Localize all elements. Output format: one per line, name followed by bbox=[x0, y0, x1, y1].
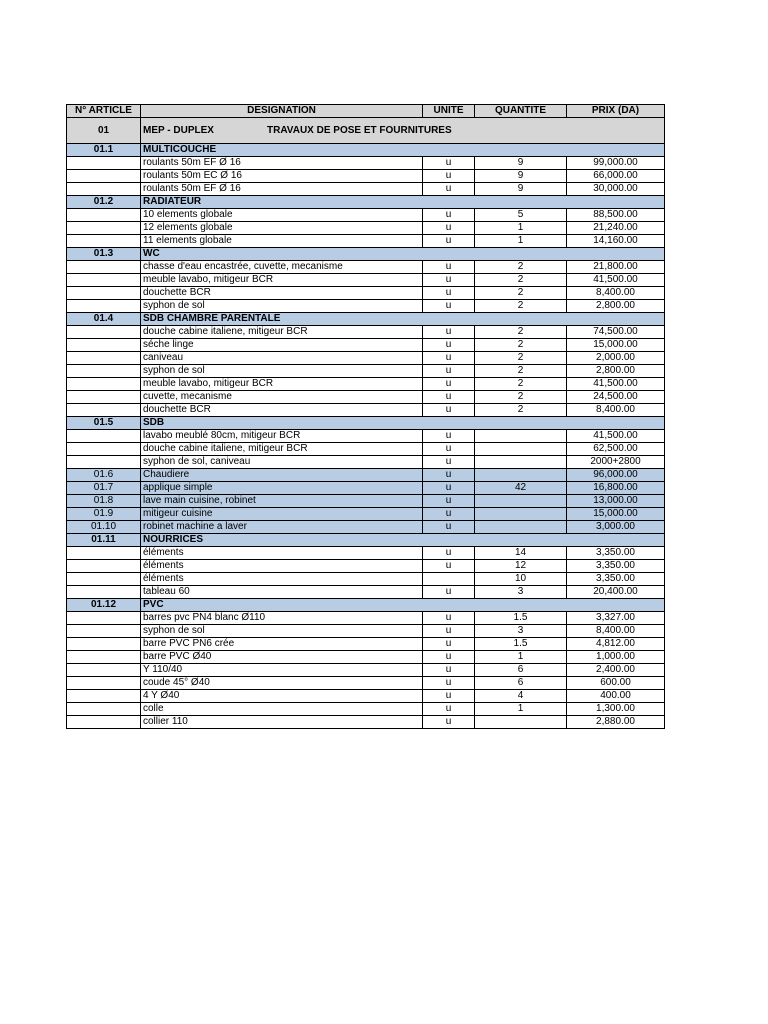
table-row bbox=[67, 456, 665, 469]
table-row bbox=[67, 482, 665, 495]
unite-cell: u bbox=[423, 638, 475, 651]
unite-cell: u bbox=[423, 586, 475, 599]
prix-cell: 41,500.00 bbox=[567, 378, 665, 391]
unite-cell: u bbox=[423, 183, 475, 196]
section-label: NOURRICES bbox=[141, 534, 665, 547]
unite-cell: u bbox=[423, 170, 475, 183]
quantite-cell: 2 bbox=[475, 326, 567, 339]
table-row bbox=[67, 391, 665, 404]
quantite-cell bbox=[475, 443, 567, 456]
designation-cell: lave main cuisine, robinet bbox=[141, 495, 423, 508]
quantite-cell: 3 bbox=[475, 625, 567, 638]
quantite-cell: 6 bbox=[475, 664, 567, 677]
unite-cell: u bbox=[423, 560, 475, 573]
table-row bbox=[67, 703, 665, 716]
article-cell bbox=[67, 300, 141, 313]
unite-cell: u bbox=[423, 690, 475, 703]
article-cell bbox=[67, 573, 141, 586]
prix-cell: 3,327.00 bbox=[567, 612, 665, 625]
table-row bbox=[67, 677, 665, 690]
quantite-cell: 2 bbox=[475, 391, 567, 404]
unite-cell: u bbox=[423, 365, 475, 378]
article-cell bbox=[67, 365, 141, 378]
table-row bbox=[67, 430, 665, 443]
table-row bbox=[67, 573, 665, 586]
table-row bbox=[67, 612, 665, 625]
designation-cell: douche cabine italiene, mitigeur BCR bbox=[141, 443, 423, 456]
quantite-cell: 9 bbox=[475, 157, 567, 170]
designation-cell: douche cabine italiene, mitigeur BCR bbox=[141, 326, 423, 339]
table-row bbox=[67, 300, 665, 313]
title-article: 01 bbox=[67, 118, 141, 144]
prix-cell: 99,000.00 bbox=[567, 157, 665, 170]
unite-cell: u bbox=[423, 274, 475, 287]
prix-cell: 2,880.00 bbox=[567, 716, 665, 729]
designation-cell: syphon de sol bbox=[141, 300, 423, 313]
table-row bbox=[67, 469, 665, 482]
designation-cell: caniveau bbox=[141, 352, 423, 365]
unite-cell: u bbox=[423, 300, 475, 313]
prix-cell: 15,000.00 bbox=[567, 508, 665, 521]
prix-cell: 21,800.00 bbox=[567, 261, 665, 274]
table-row bbox=[67, 365, 665, 378]
unite-cell: u bbox=[423, 326, 475, 339]
section-row bbox=[67, 144, 665, 157]
unite-cell: u bbox=[423, 391, 475, 404]
article-cell bbox=[67, 612, 141, 625]
section-label: SDB bbox=[141, 417, 665, 430]
table-row bbox=[67, 261, 665, 274]
prix-cell: 24,500.00 bbox=[567, 391, 665, 404]
designation-cell: roulants 50m EF Ø 16 bbox=[141, 183, 423, 196]
quantite-cell: 2 bbox=[475, 300, 567, 313]
article-cell bbox=[67, 378, 141, 391]
quantite-cell: 1.5 bbox=[475, 638, 567, 651]
table-row bbox=[67, 690, 665, 703]
article-cell bbox=[67, 222, 141, 235]
designation-cell: Chaudiere bbox=[141, 469, 423, 482]
unite-cell: u bbox=[423, 443, 475, 456]
prix-cell: 30,000.00 bbox=[567, 183, 665, 196]
table-row bbox=[67, 209, 665, 222]
article-cell: 01.8 bbox=[67, 495, 141, 508]
designation-cell: chasse d'eau encastrée, cuvette, mecanisme bbox=[141, 261, 423, 274]
unite-cell: u bbox=[423, 378, 475, 391]
section-article: 01.11 bbox=[67, 534, 141, 547]
prix-cell: 2000+2800 bbox=[567, 456, 665, 469]
unite-cell: u bbox=[423, 287, 475, 300]
unite-cell: u bbox=[423, 703, 475, 716]
table-row bbox=[67, 157, 665, 170]
article-cell bbox=[67, 235, 141, 248]
quantite-cell: 2 bbox=[475, 287, 567, 300]
quantite-cell bbox=[475, 430, 567, 443]
prix-cell: 8,400.00 bbox=[567, 625, 665, 638]
unite-cell: u bbox=[423, 157, 475, 170]
article-cell: 01.7 bbox=[67, 482, 141, 495]
article-cell bbox=[67, 443, 141, 456]
prix-cell: 96,000.00 bbox=[567, 469, 665, 482]
unite-cell: u bbox=[423, 482, 475, 495]
article-cell bbox=[67, 716, 141, 729]
prix-cell: 4,812.00 bbox=[567, 638, 665, 651]
table-row bbox=[67, 339, 665, 352]
designation-cell: roulants 50m EF Ø 16 bbox=[141, 157, 423, 170]
prix-cell: 62,500.00 bbox=[567, 443, 665, 456]
designation-cell: coude 45° Ø40 bbox=[141, 677, 423, 690]
designation-cell: mitigeur cuisine bbox=[141, 508, 423, 521]
prix-cell: 88,500.00 bbox=[567, 209, 665, 222]
designation-cell: meuble lavabo, mitigeur BCR bbox=[141, 378, 423, 391]
quantite-cell: 1 bbox=[475, 703, 567, 716]
section-row bbox=[67, 599, 665, 612]
prix-cell: 15,000.00 bbox=[567, 339, 665, 352]
designation-cell: syphon de sol bbox=[141, 625, 423, 638]
section-label: MULTICOUCHE bbox=[141, 144, 665, 157]
designation-cell: collier 110 bbox=[141, 716, 423, 729]
article-cell: 01.6 bbox=[67, 469, 141, 482]
unite-cell: u bbox=[423, 469, 475, 482]
article-cell bbox=[67, 690, 141, 703]
unite-cell bbox=[423, 573, 475, 586]
designation-cell: robinet machine a laver bbox=[141, 521, 423, 534]
quantite-cell bbox=[475, 521, 567, 534]
prix-cell: 600.00 bbox=[567, 677, 665, 690]
unite-cell: u bbox=[423, 612, 475, 625]
section-row bbox=[67, 313, 665, 326]
designation-cell: séche linge bbox=[141, 339, 423, 352]
section-article: 01.5 bbox=[67, 417, 141, 430]
section-label: WC bbox=[141, 248, 665, 261]
section-article: 01.4 bbox=[67, 313, 141, 326]
section-article: 01.3 bbox=[67, 248, 141, 261]
designation-cell: 11 elements globale bbox=[141, 235, 423, 248]
section-label: SDB CHAMBRE PARENTALE bbox=[141, 313, 665, 326]
quantite-cell: 9 bbox=[475, 183, 567, 196]
prix-cell: 400.00 bbox=[567, 690, 665, 703]
quantite-cell: 2 bbox=[475, 274, 567, 287]
section-row bbox=[67, 248, 665, 261]
table-row bbox=[67, 638, 665, 651]
prix-cell: 41,500.00 bbox=[567, 274, 665, 287]
col-header-designation: DESIGNATION bbox=[141, 105, 423, 118]
unite-cell: u bbox=[423, 495, 475, 508]
quantite-cell bbox=[475, 508, 567, 521]
prix-cell: 3,350.00 bbox=[567, 573, 665, 586]
table-row bbox=[67, 326, 665, 339]
quantite-cell: 2 bbox=[475, 352, 567, 365]
prix-cell: 21,240.00 bbox=[567, 222, 665, 235]
article-cell bbox=[67, 183, 141, 196]
designation-cell: éléments bbox=[141, 547, 423, 560]
quantite-cell bbox=[475, 716, 567, 729]
title-sub: TRAVAUX DE POSE ET FOURNITURES bbox=[267, 124, 452, 136]
table-row bbox=[67, 170, 665, 183]
quantite-cell: 5 bbox=[475, 209, 567, 222]
unite-cell: u bbox=[423, 352, 475, 365]
unite-cell: u bbox=[423, 677, 475, 690]
section-label: RADIATEUR bbox=[141, 196, 665, 209]
designation-cell: barre PVC Ø40 bbox=[141, 651, 423, 664]
designation-cell: roulants 50m EC Ø 16 bbox=[141, 170, 423, 183]
article-cell bbox=[67, 547, 141, 560]
table-row bbox=[67, 404, 665, 417]
unite-cell: u bbox=[423, 456, 475, 469]
prix-cell: 66,000.00 bbox=[567, 170, 665, 183]
unite-cell: u bbox=[423, 664, 475, 677]
table-row bbox=[67, 560, 665, 573]
section-label: PVC bbox=[141, 599, 665, 612]
quantite-cell: 4 bbox=[475, 690, 567, 703]
table-row bbox=[67, 547, 665, 560]
section-row bbox=[67, 196, 665, 209]
quantite-cell: 6 bbox=[475, 677, 567, 690]
quantite-cell: 2 bbox=[475, 404, 567, 417]
designation-cell: 12 elements globale bbox=[141, 222, 423, 235]
prix-cell: 8,400.00 bbox=[567, 404, 665, 417]
prix-cell: 20,400.00 bbox=[567, 586, 665, 599]
article-cell bbox=[67, 664, 141, 677]
unite-cell: u bbox=[423, 404, 475, 417]
table-row bbox=[67, 352, 665, 365]
article-cell bbox=[67, 261, 141, 274]
table-row bbox=[67, 716, 665, 729]
designation-cell: lavabo meublé 80cm, mitigeur BCR bbox=[141, 430, 423, 443]
col-header-unite: UNITE bbox=[423, 105, 475, 118]
designation-cell: barre PVC PN6 crée bbox=[141, 638, 423, 651]
article-cell: 01.9 bbox=[67, 508, 141, 521]
table-row bbox=[67, 183, 665, 196]
quantite-cell: 42 bbox=[475, 482, 567, 495]
quantite-cell: 1 bbox=[475, 222, 567, 235]
price-table bbox=[66, 104, 665, 729]
title-row bbox=[67, 118, 665, 144]
article-cell bbox=[67, 326, 141, 339]
unite-cell: u bbox=[423, 625, 475, 638]
article-cell bbox=[67, 430, 141, 443]
table-row bbox=[67, 235, 665, 248]
article-cell bbox=[67, 209, 141, 222]
unite-cell: u bbox=[423, 209, 475, 222]
article-cell bbox=[67, 287, 141, 300]
article-cell bbox=[67, 339, 141, 352]
quantite-cell: 3 bbox=[475, 586, 567, 599]
table-row bbox=[67, 521, 665, 534]
quantite-cell: 9 bbox=[475, 170, 567, 183]
section-article: 01.2 bbox=[67, 196, 141, 209]
quantite-cell: 14 bbox=[475, 547, 567, 560]
quantite-cell: 2 bbox=[475, 365, 567, 378]
table-row bbox=[67, 508, 665, 521]
quantite-cell bbox=[475, 495, 567, 508]
article-cell bbox=[67, 404, 141, 417]
col-header-quantite: QUANTITE bbox=[475, 105, 567, 118]
section-row bbox=[67, 534, 665, 547]
designation-cell: syphon de sol bbox=[141, 365, 423, 378]
table-row bbox=[67, 495, 665, 508]
table-row bbox=[67, 287, 665, 300]
article-cell bbox=[67, 391, 141, 404]
table-row bbox=[67, 378, 665, 391]
designation-cell: éléments bbox=[141, 560, 423, 573]
prix-cell: 2,400.00 bbox=[567, 664, 665, 677]
unite-cell: u bbox=[423, 547, 475, 560]
table-row bbox=[67, 625, 665, 638]
prix-cell: 2,800.00 bbox=[567, 365, 665, 378]
quantite-cell: 1.5 bbox=[475, 612, 567, 625]
unite-cell: u bbox=[423, 339, 475, 352]
quantite-cell: 10 bbox=[475, 573, 567, 586]
designation-cell: douchette BCR bbox=[141, 287, 423, 300]
title-cell bbox=[141, 118, 665, 144]
designation-cell: barres pvc PN4 blanc Ø110 bbox=[141, 612, 423, 625]
article-cell: 01.10 bbox=[67, 521, 141, 534]
table-row bbox=[67, 443, 665, 456]
unite-cell: u bbox=[423, 430, 475, 443]
article-cell bbox=[67, 352, 141, 365]
prix-cell: 3,350.00 bbox=[567, 547, 665, 560]
unite-cell: u bbox=[423, 716, 475, 729]
designation-cell: 4 Y Ø40 bbox=[141, 690, 423, 703]
prix-cell: 13,000.00 bbox=[567, 495, 665, 508]
prix-cell: 41,500.00 bbox=[567, 430, 665, 443]
unite-cell: u bbox=[423, 508, 475, 521]
designation-cell: tableau 60 bbox=[141, 586, 423, 599]
article-cell bbox=[67, 157, 141, 170]
quantite-cell: 2 bbox=[475, 378, 567, 391]
designation-cell: 10 elements globale bbox=[141, 209, 423, 222]
table-row bbox=[67, 586, 665, 599]
prix-cell: 3,000.00 bbox=[567, 521, 665, 534]
table-row bbox=[67, 651, 665, 664]
col-header-article: N° ARTICLE bbox=[67, 105, 141, 118]
quantite-cell bbox=[475, 456, 567, 469]
unite-cell: u bbox=[423, 651, 475, 664]
designation-cell: cuvette, mecanisme bbox=[141, 391, 423, 404]
title-main: MEP - DUPLEX bbox=[143, 124, 214, 136]
designation-cell: meuble lavabo, mitigeur BCR bbox=[141, 274, 423, 287]
prix-cell: 1,000.00 bbox=[567, 651, 665, 664]
section-row bbox=[67, 417, 665, 430]
prix-cell: 3,350.00 bbox=[567, 560, 665, 573]
quantite-cell: 12 bbox=[475, 560, 567, 573]
table-row bbox=[67, 274, 665, 287]
article-cell bbox=[67, 274, 141, 287]
unite-cell: u bbox=[423, 222, 475, 235]
article-cell bbox=[67, 677, 141, 690]
article-cell bbox=[67, 638, 141, 651]
quantite-cell bbox=[475, 469, 567, 482]
section-article: 01.1 bbox=[67, 144, 141, 157]
designation-cell: douchette BCR bbox=[141, 404, 423, 417]
prix-cell: 2,800.00 bbox=[567, 300, 665, 313]
article-cell bbox=[67, 456, 141, 469]
designation-cell: colle bbox=[141, 703, 423, 716]
table-body bbox=[67, 118, 665, 729]
designation-cell: éléments bbox=[141, 573, 423, 586]
unite-cell: u bbox=[423, 235, 475, 248]
col-header-prix: PRIX (DA) bbox=[567, 105, 665, 118]
article-cell bbox=[67, 625, 141, 638]
designation-cell: Y 110/40 bbox=[141, 664, 423, 677]
quantite-cell: 2 bbox=[475, 339, 567, 352]
unite-cell: u bbox=[423, 261, 475, 274]
quantite-cell: 1 bbox=[475, 651, 567, 664]
prix-cell: 8,400.00 bbox=[567, 287, 665, 300]
prix-cell: 16,800.00 bbox=[567, 482, 665, 495]
prix-cell: 74,500.00 bbox=[567, 326, 665, 339]
prix-cell: 2,000.00 bbox=[567, 352, 665, 365]
designation-cell: applique simple bbox=[141, 482, 423, 495]
prix-cell: 14,160.00 bbox=[567, 235, 665, 248]
quantite-cell: 2 bbox=[475, 261, 567, 274]
designation-cell: syphon de sol, caniveau bbox=[141, 456, 423, 469]
table-header bbox=[67, 105, 665, 118]
article-cell bbox=[67, 586, 141, 599]
article-cell bbox=[67, 170, 141, 183]
table-row bbox=[67, 664, 665, 677]
section-article: 01.12 bbox=[67, 599, 141, 612]
article-cell bbox=[67, 560, 141, 573]
quantite-cell: 1 bbox=[475, 235, 567, 248]
article-cell bbox=[67, 651, 141, 664]
article-cell bbox=[67, 703, 141, 716]
table-row bbox=[67, 222, 665, 235]
unite-cell: u bbox=[423, 521, 475, 534]
prix-cell: 1,300.00 bbox=[567, 703, 665, 716]
